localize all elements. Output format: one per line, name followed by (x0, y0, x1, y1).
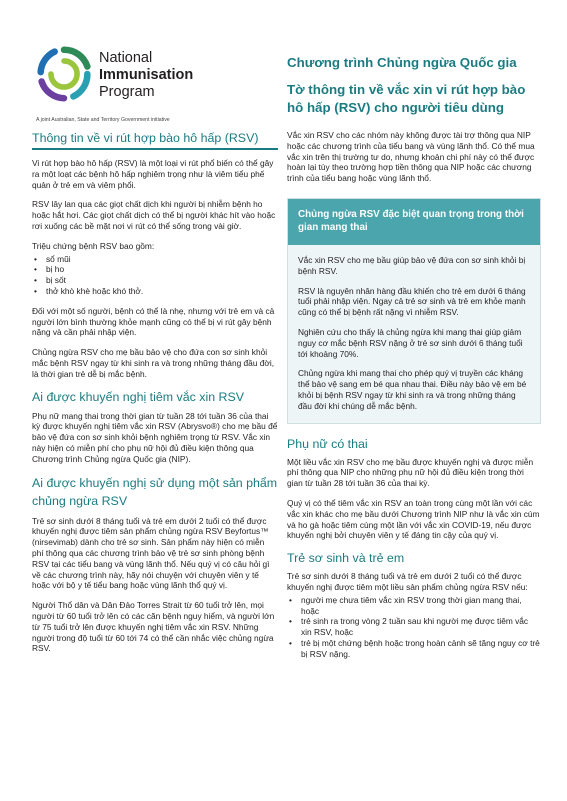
logo-line-2: Immunisation (99, 67, 194, 83)
logo-line-3: Program (99, 84, 155, 100)
list-item: • trẻ bị một chứng bệnh hoặc trong hoàn cảnh sẽ tăng nguy cơ trẻ bị RSV nặng. (287, 638, 541, 660)
paragraph: Trẻ sơ sinh dưới 8 tháng tuổi và trẻ em dưới 2 tuổi có thể được khuyến nghị được tiêm sản phẩm chủng ngừa RSV Beyfortus™ (nirsevimab) dành cho trẻ sơ sinh. Sản phẩm này hiện có miễn phí thông qua các chương trình bảo vệ trẻ sơ sinh phòng bệnh RSV tại các tiểu bang và vùng lãnh thổ. Nếu quý vị có câu hỏi gì về các chương trình này, hãy nói chuyện với chuyên viên y tế hoặc với bộ y tế tiểu bang hoặc vùng lãnh thổ quý vị. (32, 515, 270, 591)
list-item: • thở khò khè hoặc khó thở. (32, 286, 278, 297)
section-heading-infants-children: Trẻ sơ sinh và trẻ em (287, 551, 405, 566)
symptoms-intro: Triệu chứng bệnh RSV bao gồm: (32, 240, 155, 251)
list-item: • bị sốt (32, 275, 278, 286)
callout-heading: Chủng ngừa RSV đặc biệt quan trọng trong thời gian mang thai (288, 199, 540, 245)
list-item: • sổ mũi (32, 254, 278, 265)
nip-logo-icon (36, 46, 92, 102)
paragraph: Người Thổ dân và Dân Đảo Torres Strait từ 60 tuổi trở lên, mọi người từ 60 tuổi trở lên có các căn bệnh nguy hiểm, và người lớn từ 75 tuổi trở lên được khuyến nghị tiêm vắc xin RSV. Những người trong độ tuổi từ 60 tới 74 có thể cần nhắc việc chủng ngừa RSV. (32, 600, 275, 654)
paragraph: Chủng ngừa RSV cho mẹ bầu bảo vệ cho đứa con sơ sinh khỏi mắc bệnh RSV ngay từ khi sinh ra và trong những tháng đầu đời, là thời gian trẻ dễ bị mắc bệnh. (32, 347, 275, 379)
paragraph: Vắc xin RSV cho các nhóm này không được tài trợ thông qua NIP hoặc các chương trình của tiểu bang và vùng lãnh thổ. Có thể mua vắc xin trên thị trường tư do, nhưng khoản chi phí này có thể được hoàn lại tùy theo trường hợp tiền thông qua NIP hoặc các chương trình của tiểu bang hoặc vùng lãnh thổ. (287, 130, 535, 184)
list-item: • trẻ sinh ra trong vòng 2 tuần sau khi người mẹ được tiêm vắc xin RSV, hoặc (287, 616, 541, 638)
section-heading-who-immunisation-product: Ai được khuyến nghị sử dụng một sản phẩm chủng ngừa RSV (32, 475, 278, 508)
paragraph: Một liều vắc xin RSV cho mẹ bầu được khuyến nghị và được miễn phí thông qua NIP cho những phụ nữ hội đủ điều kiện trong thời gian từ tuần 28 tới tuần 36 của thai kỳ. (287, 456, 534, 489)
eligibility-list (287, 595, 541, 660)
paragraph: Quý vị có thể tiêm vắc xin RSV an toàn trong cùng một lần với các vắc xin khác cho mẹ bầu dưới Chương trình NIP như là vắc xin cúm và ho gà hoặc tiêm cùng một lần với vắc xin COVID-19, nếu được khuyến nghị bởi chuyên viên y tế đáng tin cậy của quý vị. (287, 497, 540, 541)
logo-subtitle: A joint Australian, State and Territory Government initiative (36, 117, 170, 123)
logo-wordmark (99, 50, 193, 101)
section-heading-pregnant-women: Phụ nữ có thai (287, 436, 368, 451)
list-item: • bị ho (32, 264, 278, 275)
list-item: • người mẹ chưa tiêm vắc xin RSV trong thời gian mang thai, hoặc (287, 595, 541, 617)
program-title: Chương trình Chủng ngừa Quốc gia (287, 55, 517, 70)
paragraph: Trẻ sơ sinh dưới 8 tháng tuổi và trẻ em dưới 2 tuổi có thể được khuyến nghị được tiêm một liều sản phẩm chủng ngừa RSV nếu: (287, 571, 528, 592)
paragraph: RSV lây lan qua các giọt chất dịch khi người bị nhiễm bệnh ho hoặc hắt hơi. Các giọt chất dịch có thể bị người khác hít vào hoặc rơi xuống các bề mặt nơi vi rút có thể sống trong vài giờ. (32, 199, 276, 231)
callout-box (287, 198, 541, 424)
paragraph: Vắc xin RSV cho mẹ bầu giúp bảo vệ đứa con sơ sinh khỏi bị bệnh RSV. (298, 254, 526, 276)
logo-line-1: National (99, 50, 153, 66)
nip-logo (36, 44, 266, 124)
paragraph: Nghiên cứu cho thấy là chủng ngừa khi mang thai giúp giảm nguy cơ mắc bệnh RSV nặng ở trẻ sơ sinh dưới 6 tháng tuổi tới khoảng 70%. (298, 326, 523, 359)
symptoms-list (32, 254, 278, 297)
document-header (287, 54, 537, 117)
callout-body (288, 245, 540, 423)
document-title: Tờ thông tin về vắc xin vi rút hợp bào hô hấp (RSV) cho người tiêu dùng (287, 82, 526, 115)
paragraph: RSV là nguyên nhân hàng đầu khiến cho trẻ em dưới 6 tháng tuổi phải nhập viện. Ngay cả trẻ sơ sinh và trẻ em khỏe mạnh cũng có thể bị bệnh rất nặng vì nhiễm RSV. (298, 285, 526, 318)
paragraph: Chủng ngừa khi mang thai cho phép quý vị truyền các kháng thể bảo vệ sang em bé qua nhau thai. Điều này bảo vệ em bé khỏi bị bệnh RSV ngay từ khi sinh ra và trong những tháng đầu đời khi chúng dễ mắc bệnh. (298, 368, 527, 411)
left-column (32, 130, 278, 663)
paragraph: Đối với một số người, bệnh có thể là nhẹ, nhưng với trẻ em và cả người lớn bình thường khỏe mạnh cũng có thể bị vi rút gây bệnh nặng và cần phải nhập viện. (32, 305, 275, 338)
paragraph: Phụ nữ mang thai trong thời gian từ tuần 28 tới tuần 36 của thai kỳ được khuyến nghị tiêm vắc xin RSV (Abrysvo®) cho mẹ bầu để bảo vệ đứa con sơ sinh khỏi bệnh nghiêm trọng từ RSV. Vắc xin này hiện có miễn phí cho phụ nữ hội đủ điều kiện thông qua Chương trình Chủng ngừa Quốc gia (NIP). (32, 410, 278, 464)
section-heading-about-rsv: Thông tin về vi rút hợp bào hô hấp (RSV) (32, 130, 278, 150)
paragraph: Vi rút hợp bào hô hấp (RSV) là một loại vi rút phổ biến có thể gây ra một loạt các bệnh hô hấp nghiêm trọng như là viêm tiểu phế quản ở trẻ em và viêm phổi. (32, 158, 274, 190)
section-heading-who-vaccine: Ai được khuyến nghị tiêm vắc xin RSV (32, 389, 245, 404)
right-column (287, 130, 541, 669)
